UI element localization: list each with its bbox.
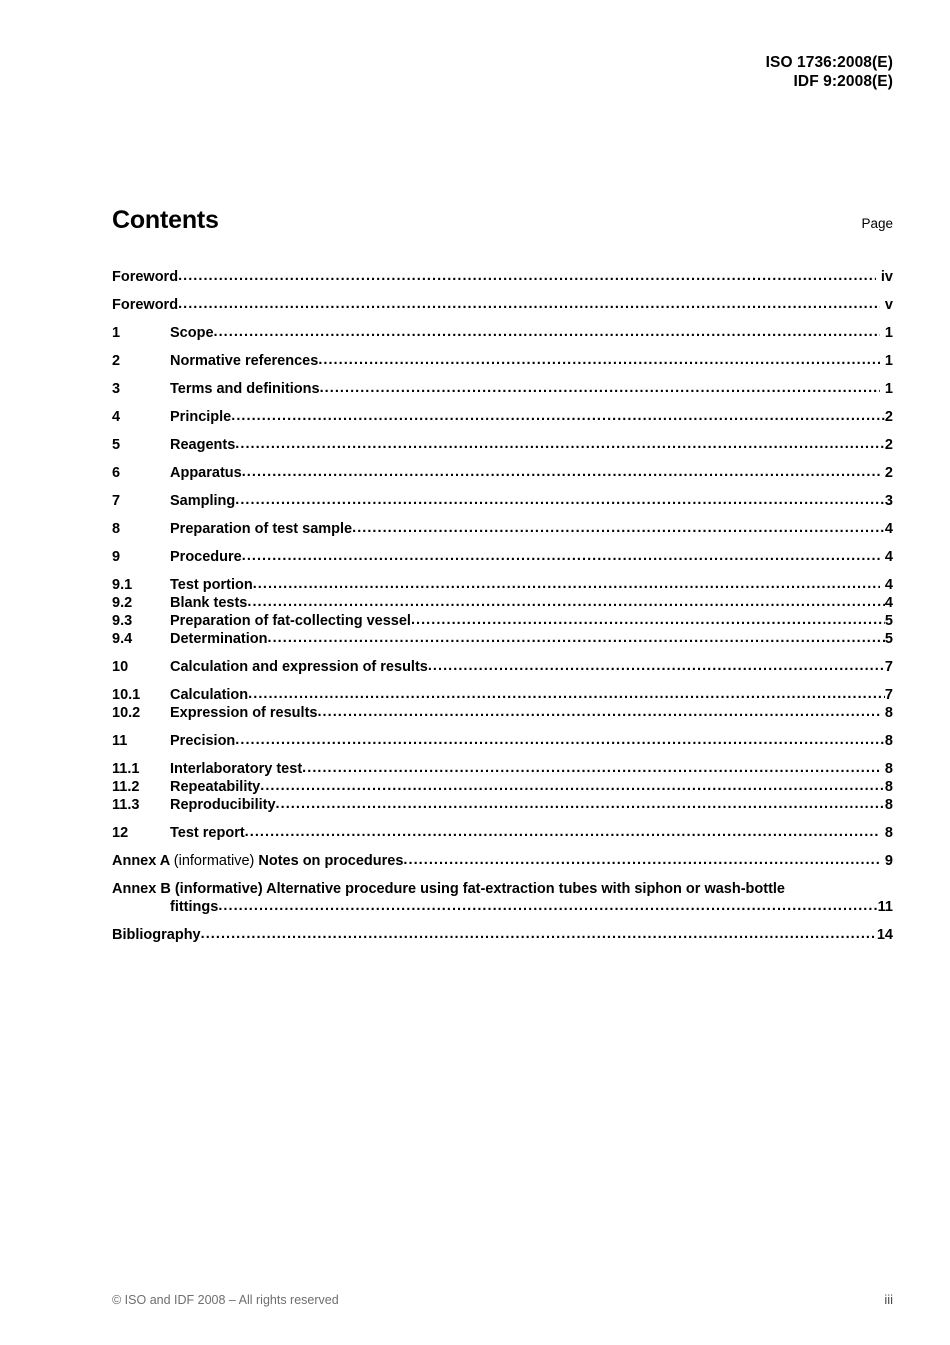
toc-page-number: 1 — [884, 381, 893, 397]
toc-entry-number: 9 — [112, 549, 121, 565]
dot-leader — [245, 823, 880, 841]
toc-entry[interactable] — [112, 324, 893, 342]
toc-entry[interactable] — [112, 796, 893, 814]
toc-entry-label: Reproducibility — [170, 797, 276, 813]
toc-entry-label: Blank tests — [170, 595, 248, 611]
toc-entry-number: 12 — [112, 825, 129, 841]
table-of-contents — [112, 268, 893, 944]
dot-leader — [317, 703, 879, 721]
copyright-notice: © ISO and IDF 2008 – All rights reserved — [112, 1293, 339, 1307]
toc-bibliography-entry[interactable] — [112, 926, 893, 944]
annex-qualifier: (informative) — [173, 853, 255, 869]
toc-entry-label: Preparation of test sample — [170, 521, 353, 537]
dot-leader — [253, 575, 880, 593]
toc-entry[interactable] — [112, 732, 893, 750]
toc-page-number: 4 — [884, 549, 893, 565]
toc-page-number: 8 — [884, 733, 893, 749]
toc-entry-number: 11 — [112, 733, 128, 749]
dot-leader — [403, 851, 880, 869]
footer-page-number: iii — [884, 1292, 893, 1307]
toc-page-number: 7 — [884, 659, 893, 675]
toc-group — [112, 732, 893, 814]
annex-prefix: Annex A — [112, 853, 174, 869]
dot-leader — [214, 323, 880, 341]
toc-page-number: 7 — [884, 687, 893, 703]
toc-entry-number: 2 — [112, 353, 121, 369]
toc-entry-label: Test report — [170, 825, 245, 841]
toc-entry-label: Expression of results — [170, 705, 318, 721]
toc-entry[interactable] — [112, 492, 893, 510]
dot-leader — [178, 295, 880, 313]
annex-title: Notes on procedures — [254, 853, 404, 869]
toc-entry-number: 4 — [112, 409, 121, 425]
toc-entry-number: 9.2 — [112, 595, 133, 611]
dot-leader — [302, 759, 880, 777]
toc-entry-number: 10 — [112, 659, 129, 675]
toc-bibliography-label: Bibliography — [112, 927, 201, 943]
toc-entry[interactable] — [112, 760, 893, 778]
toc-group — [112, 658, 893, 722]
toc-annex-label — [112, 852, 403, 870]
toc-entry[interactable] — [112, 778, 893, 796]
toc-entry[interactable] — [112, 380, 893, 398]
dot-leader — [352, 519, 885, 537]
dot-leader — [248, 685, 885, 703]
toc-entry-label: Precision — [170, 733, 236, 749]
toc-entry[interactable] — [112, 520, 893, 538]
dot-leader — [235, 491, 885, 509]
dot-leader — [218, 897, 877, 915]
toc-page-number: 5 — [884, 613, 893, 629]
toc-page-number: 4 — [884, 595, 893, 611]
toc-entry-number: 9.3 — [112, 613, 133, 629]
toc-group — [112, 268, 893, 314]
toc-entry[interactable] — [112, 630, 893, 648]
toc-entry-label: Normative references — [170, 353, 319, 369]
toc-entry-number: 5 — [112, 437, 121, 453]
toc-entry-label: Preparation of fat-collecting vessel — [170, 613, 411, 629]
dot-leader — [318, 351, 880, 369]
toc-entry-label: Test portion — [170, 577, 253, 593]
dot-leader — [260, 777, 885, 795]
toc-page-number: 2 — [884, 465, 893, 481]
dot-leader — [247, 593, 885, 611]
dot-leader — [201, 925, 877, 943]
toc-entry-number: 7 — [112, 493, 121, 509]
toc-page-number: 1 — [884, 353, 893, 369]
toc-entry[interactable] — [112, 548, 893, 566]
toc-entry[interactable] — [112, 436, 893, 454]
toc-page-number: 5 — [884, 631, 893, 647]
toc-annex-continuation-line — [112, 898, 893, 916]
toc-entry-number: 8 — [112, 521, 121, 537]
toc-page-number: 2 — [884, 409, 893, 425]
toc-page-number: 1 — [884, 325, 893, 341]
toc-entry-number: 9.1 — [112, 577, 133, 593]
toc-entry[interactable] — [112, 352, 893, 370]
document-footer — [112, 1292, 893, 1307]
annex-continuation-text: fittings — [170, 899, 219, 915]
toc-page-number: 9 — [884, 853, 893, 869]
toc-entry[interactable] — [112, 658, 893, 676]
toc-annex-label — [112, 880, 893, 898]
toc-entry[interactable] — [112, 408, 893, 426]
header-standard-iso: ISO 1736:2008(E) — [765, 54, 893, 71]
toc-entry[interactable] — [112, 594, 893, 612]
toc-entry-number: 9.4 — [112, 631, 133, 647]
toc-entry[interactable] — [112, 268, 893, 286]
annex-qualifier: (informative) — [174, 881, 263, 897]
dot-leader — [235, 731, 885, 749]
bibliography-group — [112, 926, 893, 944]
toc-group — [112, 548, 893, 648]
header-standard-idf: IDF 9:2008(E) — [793, 73, 893, 90]
toc-page-number: 8 — [884, 797, 893, 813]
dot-leader — [428, 657, 885, 675]
toc-entry-label: Determination — [170, 631, 268, 647]
dot-leader — [242, 547, 880, 565]
annex-title: Alternative procedure using fat-extraction tubes with siphon or wash-bottle — [262, 881, 785, 897]
toc-page-number: 8 — [884, 825, 893, 841]
toc-page-number: iv — [880, 269, 893, 285]
toc-group — [112, 324, 893, 538]
toc-entry[interactable] — [112, 296, 893, 314]
dot-leader — [242, 463, 880, 481]
toc-entry-label: Calculation and expression of results — [170, 659, 428, 675]
toc-entry-label: Procedure — [170, 549, 242, 565]
page-title: Contents — [112, 206, 219, 234]
dot-leader — [320, 379, 880, 397]
toc-entry-label: Calculation — [170, 687, 249, 703]
toc-page-number: 4 — [884, 577, 893, 593]
dot-leader — [268, 629, 885, 647]
toc-entry[interactable] — [112, 464, 893, 482]
toc-entry[interactable] — [112, 704, 893, 722]
dot-leader — [411, 611, 885, 629]
toc-annex-entry[interactable] — [112, 880, 893, 916]
toc-entry-label: Scope — [170, 325, 214, 341]
dot-leader — [178, 267, 876, 285]
document-header — [766, 53, 893, 91]
toc-page-number: 8 — [884, 779, 893, 795]
toc-entry-label: Interlaboratory test — [170, 761, 303, 777]
toc-entry[interactable] — [112, 612, 893, 630]
toc-annex-entry[interactable] — [112, 852, 893, 870]
toc-entry-number: 1 — [112, 325, 121, 341]
toc-entry[interactable] — [112, 576, 893, 594]
toc-page-number: 3 — [884, 493, 893, 509]
dot-leader — [235, 435, 885, 453]
dot-leader — [276, 795, 885, 813]
contents-heading-row — [112, 206, 893, 235]
toc-group — [112, 824, 893, 842]
toc-page-number: 14 — [876, 927, 893, 943]
toc-entry[interactable] — [112, 686, 893, 704]
toc-page-number: 2 — [884, 437, 893, 453]
toc-entry-label: Foreword — [112, 297, 179, 313]
toc-entry-number: 10.2 — [112, 705, 141, 721]
toc-entry-number: 3 — [112, 381, 121, 397]
annex-group — [112, 852, 893, 916]
toc-entry[interactable] — [112, 824, 893, 842]
toc-page-number: 11 — [877, 899, 893, 915]
toc-page-number: 8 — [884, 761, 893, 777]
toc-page-number: 4 — [884, 521, 893, 537]
toc-entry-number: 11.3 — [112, 797, 140, 813]
toc-entry-label: Apparatus — [170, 465, 242, 481]
toc-page-number: 8 — [884, 705, 893, 721]
page-column-label: Page — [861, 216, 893, 231]
annex-prefix: Annex B — [112, 881, 175, 897]
toc-entry-number: 6 — [112, 465, 121, 481]
dot-leader — [231, 407, 885, 425]
toc-entry-label: Repeatability — [170, 779, 261, 795]
toc-entry-label: Sampling — [170, 493, 236, 509]
toc-entry-number: 11.2 — [112, 779, 140, 795]
toc-entry-label: Terms and definitions — [170, 381, 320, 397]
toc-page-number: v — [884, 297, 893, 313]
toc-entry-label: Foreword — [112, 269, 179, 285]
toc-entry-label: Reagents — [170, 437, 236, 453]
toc-entry-label: Principle — [170, 409, 232, 425]
toc-entry-number: 10.1 — [112, 687, 141, 703]
toc-entry-number: 11.1 — [112, 761, 140, 777]
